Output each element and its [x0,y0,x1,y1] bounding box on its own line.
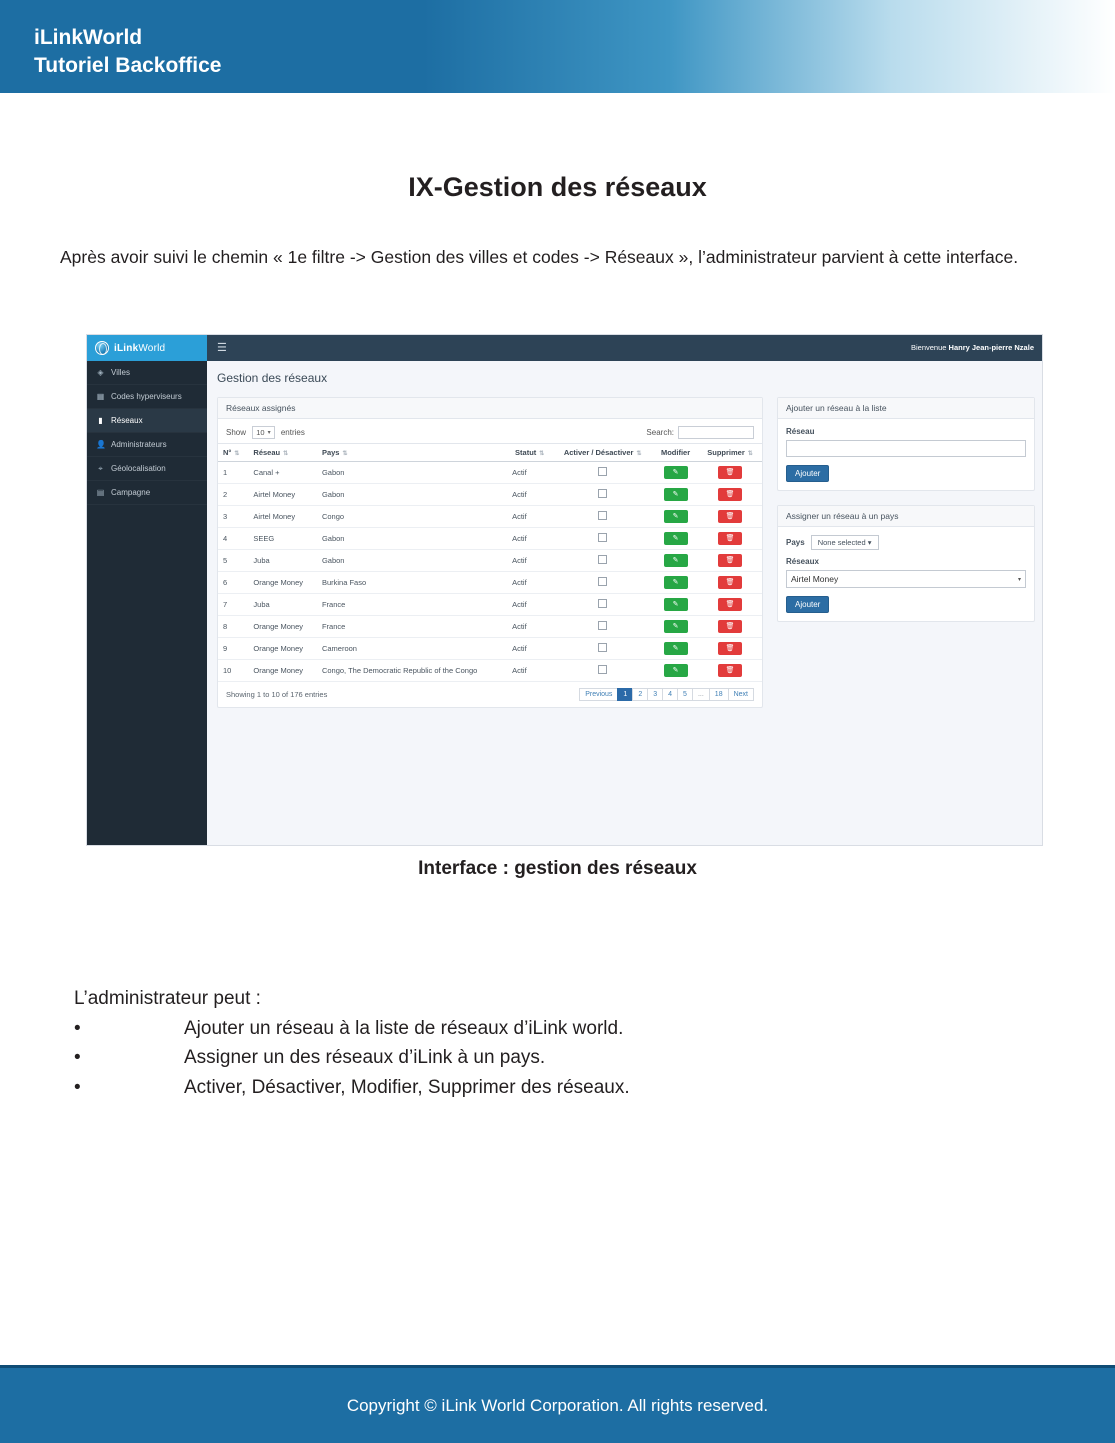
edit-button[interactable]: ✎ [664,532,688,545]
cell-statut: Actif [507,572,552,594]
app-content [207,361,1043,846]
brand-line-2: Tutoriel Backoffice [34,54,222,78]
cell-reseau: Airtel Money [248,506,317,528]
page-1[interactable]: 1 [617,688,633,701]
col-activer-desactiver[interactable] [552,444,653,462]
cell-modifier [653,484,698,506]
bullet-marker: • [74,1018,81,1039]
col-label: Réseau [253,448,281,457]
col-pays[interactable] [317,444,507,462]
sort-icon: ⇅ [342,451,348,457]
edit-button[interactable]: ✎ [664,488,688,501]
activate-checkbox[interactable] [598,665,607,674]
right-column [777,397,1035,622]
country-row [786,535,1026,550]
pagination [580,688,754,701]
cell-modifier [653,528,698,550]
table-row [218,616,762,638]
sidebar-item-label: Villes [111,368,130,377]
activate-checkbox[interactable] [598,555,607,564]
document-footer [0,1365,1115,1443]
figure-caption: Interface : gestion des réseaux [418,858,697,879]
table-row [218,572,762,594]
entries-select-value: 10 [256,428,265,437]
sort-icon: ⇅ [747,451,753,457]
table-toolbar [218,419,762,443]
table-row [218,594,762,616]
sidebar-item-campagne[interactable] [87,481,207,505]
delete-button[interactable]: 🗑 [718,510,742,523]
list-item-text: Ajouter un réseau à la liste de réseaux d’iLink world. [184,1018,624,1039]
add-network-form [778,419,1034,490]
col-label: Statut [515,448,537,457]
cell-statut: Actif [507,660,552,682]
app-brand-label [114,343,165,354]
assign-network-label: Réseaux [786,557,819,566]
cell-pays: Cameroon [317,638,507,660]
edit-button[interactable]: ✎ [664,510,688,523]
col-label: Pays [321,448,340,457]
col-label: N° [223,448,232,457]
table-row [218,660,762,682]
cell-modifier [653,616,698,638]
list-item-text: Assigner un des réseaux d’iLink à un pays. [184,1047,546,1069]
list-item [74,1014,1074,1043]
cell-numero: 9 [218,638,248,660]
chevron-down-icon: ▾ [267,430,271,436]
cell-modifier [653,572,698,594]
col-statut[interactable] [507,444,552,462]
sidebar-item-label: Géolocalisation [111,464,166,473]
cell-supprimer [698,462,762,484]
networks-table [218,443,762,682]
col-label: Activer / Désactiver [563,448,634,457]
cell-numero: 3 [218,506,248,528]
map-pin-icon: ⌖ [98,463,103,473]
table-row [218,506,762,528]
cell-modifier [653,594,698,616]
page-2[interactable]: 2 [632,688,648,701]
table-row [218,638,762,660]
welcome-prefix: Bienvenue [911,343,949,352]
activate-checkbox[interactable] [598,511,607,520]
menu-toggle-icon[interactable]: ☰ [217,342,227,354]
table-header-row [218,444,762,462]
add-network-input[interactable] [786,440,1026,457]
cell-supprimer [698,550,762,572]
sidebar-item-label: Administrateurs [111,440,167,449]
sort-icon: ⇅ [636,451,642,457]
edit-button[interactable]: ✎ [664,466,688,479]
user-icon: 👤 [96,440,106,449]
page-title: IX-Gestion des réseaux [408,172,707,202]
search-control [646,426,754,439]
cell-reseau: SEEG [248,528,317,550]
cell-reseau: Orange Money [248,660,317,682]
grid-icon: ▦ [96,392,105,401]
cell-numero: 6 [218,572,248,594]
cell-toggle [552,616,653,638]
cell-modifier [653,462,698,484]
table-row [218,462,762,484]
delete-button[interactable]: 🗑 [718,576,742,589]
bullet-marker: • [74,1047,81,1069]
cell-pays: Gabon [317,550,507,572]
content-heading: Gestion des réseaux [217,371,328,385]
admin-bullet-list [74,1014,1074,1102]
add-network-panel [777,397,1035,491]
document-header-band [0,0,1115,93]
col-numero[interactable] [218,444,248,462]
city-icon: ◈ [97,368,104,377]
col-label: Supprimer [707,448,745,457]
search-input[interactable] [678,426,754,439]
assign-network-submit[interactable]: Ajouter [786,596,829,613]
cell-pays: France [317,616,507,638]
footer-copyright: Copyright © iLink World Corporation. All rights reserved. [346,1395,769,1415]
sidebar-item-geolocalisation[interactable] [87,457,207,481]
delete-button[interactable]: 🗑 [718,642,742,655]
edit-button[interactable]: ✎ [664,620,688,633]
page-4[interactable]: 4 [662,688,678,701]
cell-pays: Gabon [317,462,507,484]
cell-modifier [653,506,698,528]
cell-statut: Actif [507,462,552,484]
cell-statut: Actif [507,550,552,572]
entries-select[interactable] [252,426,274,439]
activate-checkbox[interactable] [598,467,607,476]
page-5[interactable]: 5 [677,688,693,701]
cell-reseau: Juba [248,550,317,572]
cell-toggle [552,550,653,572]
cell-toggle [552,484,653,506]
table-row [218,528,762,550]
app-brand-light: World [138,342,166,354]
edit-button[interactable]: ✎ [664,598,688,611]
cell-supprimer [698,660,762,682]
edit-button[interactable]: ✎ [664,642,688,655]
table-row [218,550,762,572]
assign-network-selected: Airtel Money [791,574,839,584]
cell-toggle [552,506,653,528]
cell-numero: 10 [218,660,248,682]
cell-numero: 1 [218,462,248,484]
cell-statut: Actif [507,528,552,550]
cell-supprimer [698,638,762,660]
cell-reseau: Juba [248,594,317,616]
entries-label: entries [280,428,305,437]
activate-checkbox[interactable] [598,621,607,630]
brand-block [34,24,221,81]
sort-icon: ⇅ [234,451,240,457]
activate-checkbox[interactable] [598,533,607,542]
assign-network-form [778,527,1034,621]
page-18[interactable]: 18 [709,688,729,701]
table-footer [218,682,762,707]
country-multiselect-value: None selected [817,538,866,547]
cell-toggle [552,528,653,550]
delete-button[interactable]: 🗑 [718,598,742,611]
cell-modifier [653,550,698,572]
sidebar-item-codes-hyperviseurs[interactable] [87,385,207,409]
cell-supprimer [698,572,762,594]
edit-button[interactable]: ✎ [664,576,688,589]
delete-button[interactable]: 🗑 [718,554,742,567]
list-icon: ▤ [96,488,105,497]
cell-modifier [653,660,698,682]
assigned-networks-title: Réseaux assignés [218,398,762,419]
intro-paragraph: Après avoir suivi le chemin « 1e filtre -> Gestion des villes et codes -> Réseaux », l’administrateur parvient à cette interface. [60,247,1019,267]
welcome-user: Hanry Jean-pierre Nzale [948,343,1034,352]
delete-button[interactable]: 🗑 [718,488,742,501]
delete-button[interactable]: 🗑 [718,532,742,545]
bullet-marker: • [74,1076,81,1098]
app-logo[interactable] [87,335,207,361]
table-info: Showing 1 to 10 of 176 entries [226,690,328,699]
cell-pays: Congo [317,506,507,528]
sidebar-item-administrateurs[interactable] [87,433,207,457]
cell-supprimer [698,616,762,638]
cell-toggle [552,638,653,660]
page-next[interactable]: Next [728,688,754,701]
cell-numero: 7 [218,594,248,616]
cell-statut: Actif [507,616,552,638]
length-control [226,426,305,439]
page-ellipsis: ... [692,688,710,701]
col-modifier[interactable] [653,444,698,462]
sort-icon: ⇅ [283,451,289,457]
cell-pays: Gabon [317,484,507,506]
cell-statut: Actif [507,484,552,506]
cell-modifier [653,638,698,660]
cell-pays: Gabon [317,528,507,550]
edit-button[interactable]: ✎ [664,554,688,567]
show-label: Show [226,428,247,437]
caret-down-icon: ▾ [867,538,872,547]
sidebar-item-label: Codes hyperviseurs [111,392,182,401]
assigned-networks-panel [217,397,763,708]
sidebar-item-reseaux[interactable] [87,409,207,433]
cell-statut: Actif [507,594,552,616]
cell-reseau: Airtel Money [248,484,317,506]
col-reseau[interactable] [248,444,317,462]
cell-supprimer [698,594,762,616]
cell-numero: 5 [218,550,248,572]
activate-checkbox[interactable] [598,599,607,608]
add-network-title: Ajouter un réseau à la liste [778,398,1034,419]
add-network-label: Réseau [786,427,815,436]
assign-network-select[interactable] [786,570,1026,588]
country-label: Pays [786,538,805,547]
chart-bar-icon: ▮ [98,416,103,425]
list-item-text: Activer, Désactiver, Modifier, Supprimer des réseaux. [184,1076,630,1098]
sort-icon: ⇅ [539,451,545,457]
chevron-down-icon: ▾ [1017,576,1021,583]
sidebar-item-villes[interactable] [87,361,207,385]
cell-supprimer [698,528,762,550]
globe-icon [95,341,109,355]
cell-toggle [552,594,653,616]
assign-network-panel [777,505,1035,622]
cell-reseau: Orange Money [248,638,317,660]
edit-button[interactable]: ✎ [664,664,688,677]
cell-supprimer [698,506,762,528]
delete-button[interactable]: 🗑 [718,466,742,479]
welcome-text [911,343,1034,352]
cell-supprimer [698,484,762,506]
cell-reseau: Orange Money [248,572,317,594]
page-3[interactable]: 3 [647,688,663,701]
embedded-screenshot [86,334,1043,846]
cell-pays: Congo, The Democratic Republic of the Congo [317,660,507,682]
cell-statut: Actif [507,638,552,660]
admin-lead: L’administrateur peut : [74,988,261,1009]
app-sidebar [87,361,207,846]
activate-checkbox[interactable] [598,643,607,652]
page-previous[interactable]: Previous [579,688,618,701]
admin-capabilities [74,988,1074,1102]
cell-numero: 2 [218,484,248,506]
activate-checkbox[interactable] [598,577,607,586]
cell-numero: 8 [218,616,248,638]
app-brand-bold: iLink [114,342,139,354]
sidebar-item-label: Réseaux [111,416,143,425]
activate-checkbox[interactable] [598,489,607,498]
col-supprimer[interactable] [698,444,762,462]
list-item [74,1043,1074,1072]
brand-line-1: iLinkWorld [34,26,143,49]
search-label: Search: [646,428,674,437]
delete-button[interactable]: 🗑 [718,620,742,633]
table-row [218,484,762,506]
app-topbar [87,335,1043,361]
country-multiselect[interactable] [811,535,879,550]
cell-toggle [552,462,653,484]
col-label: Modifier [660,448,691,457]
assign-network-title: Assigner un réseau à un pays [778,506,1034,527]
cell-pays: Burkina Faso [317,572,507,594]
list-item [74,1073,1074,1102]
cell-reseau: Canal + [248,462,317,484]
cell-pays: France [317,594,507,616]
cell-statut: Actif [507,506,552,528]
sidebar-item-label: Campagne [111,488,151,497]
add-network-submit[interactable]: Ajouter [786,465,829,482]
cell-reseau: Orange Money [248,616,317,638]
delete-button[interactable]: 🗑 [718,664,742,677]
cell-numero: 4 [218,528,248,550]
cell-toggle [552,660,653,682]
cell-toggle [552,572,653,594]
